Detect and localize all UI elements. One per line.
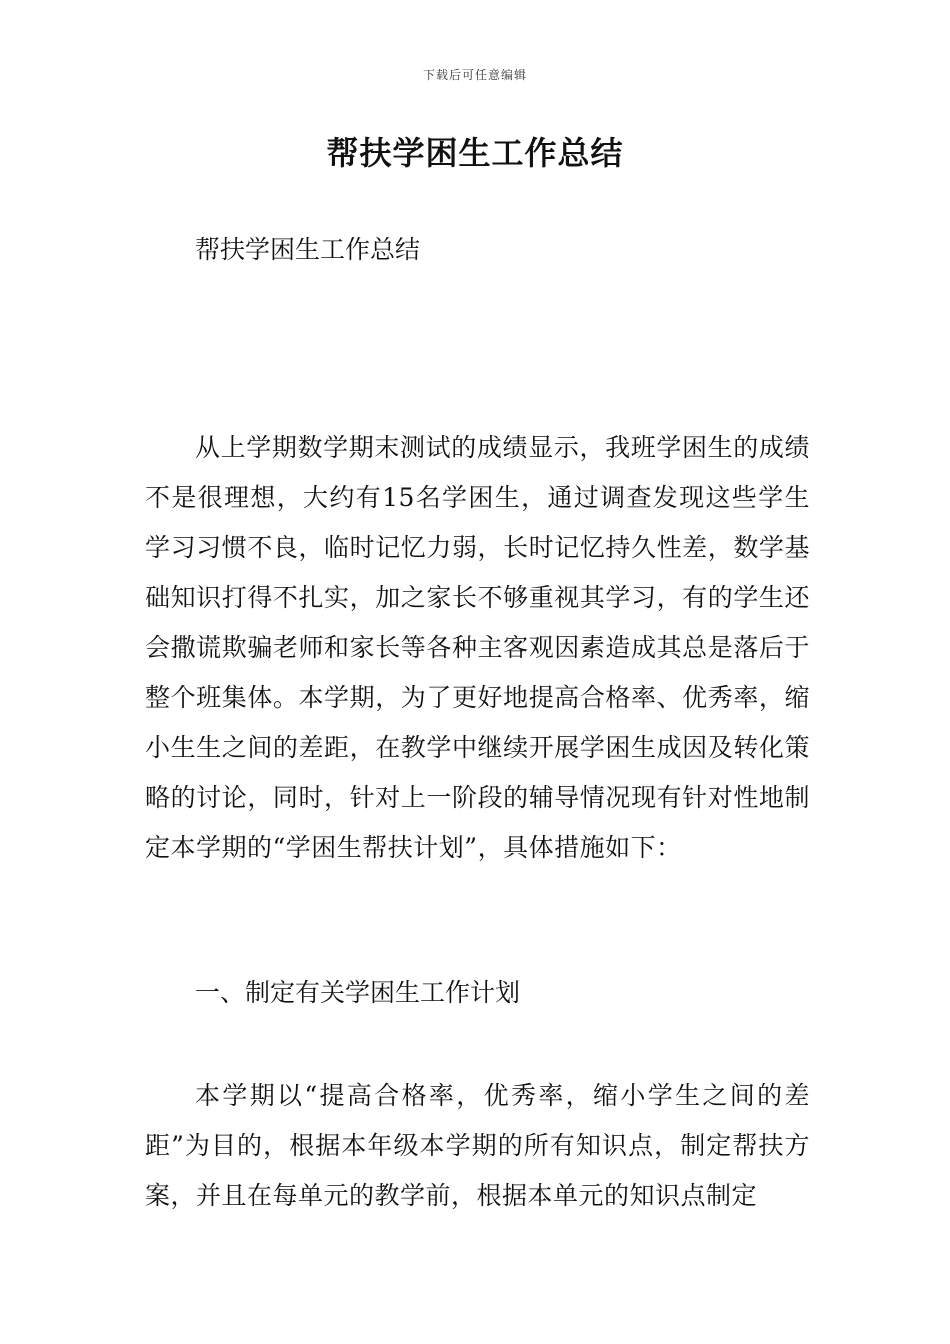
document-subtitle: 帮扶学困生工作总结 <box>195 235 421 264</box>
header-note: 下载后可任意编辑 <box>422 68 527 82</box>
section-heading: 一、制定有关学困生工作计划 <box>195 978 521 1007</box>
paragraph-intro-block <box>145 423 810 873</box>
paragraph-intro: 从上学期数学期末测试的成绩显示，我班学困生的成绩不是很理想，大约有15名学困生，通过调查发现这些学生学习习惯不良，临时记忆力弱，长时记忆持久性差，数学基础知识打得不扎实，加之家长不够重视其学习，有的学生还会撒谎欺骗老师和家长等各种主客观因素造成其总是落后于整个班集体。本学期，为了更好地提高合格率、优秀率，缩小生生之间的差距，在教学中继续开展学困生成因及转化策略的讨论，同时，针对上一阶段的辅导情况现有针对性地制定本学期的“学困生帮扶计划”，具体措施如下： <box>145 433 810 862</box>
document-title: 帮扶学困生工作总结 <box>326 134 624 172</box>
paragraph-plan-block <box>145 1071 810 1221</box>
paragraph-plan: 本学期以“提高合格率，优秀率，缩小学生之间的差距”为目的，根据本年级本学期的所有知识点，制定帮扶方案，并且在每单元的教学前，根据本单元的知识点制定 <box>145 1081 810 1210</box>
